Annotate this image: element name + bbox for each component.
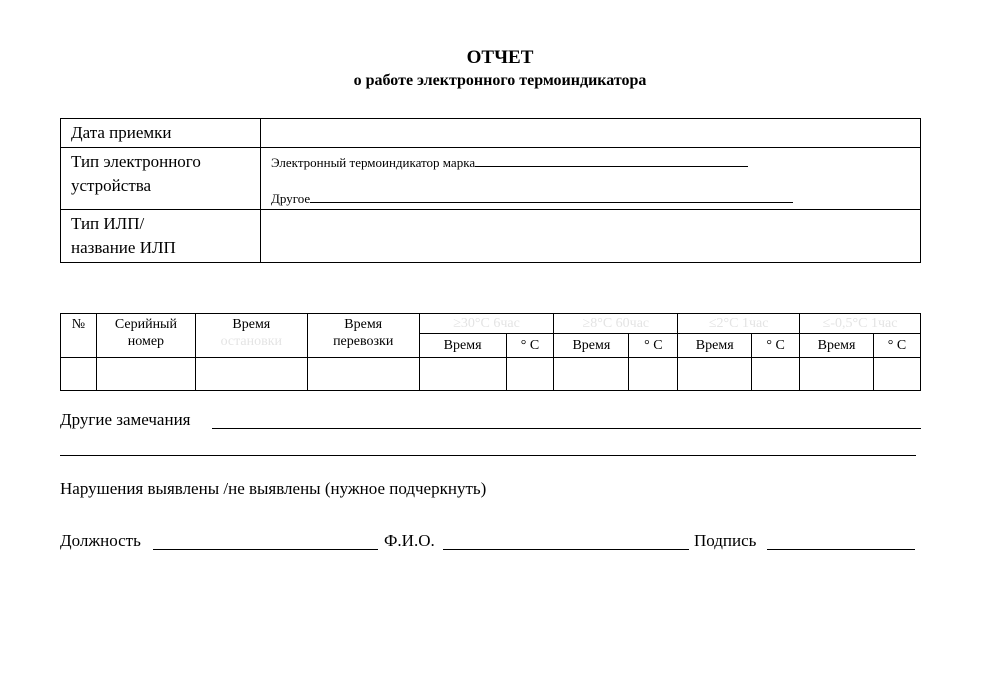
device-brand-input[interactable] (475, 152, 748, 167)
position-label: Должность (60, 531, 141, 550)
col-serial-line1: Серийный (114, 317, 177, 332)
ilp-label-line2: название ИЛП (71, 238, 176, 257)
device-other-text: Другое (271, 191, 311, 206)
cell-deg[interactable] (874, 358, 921, 391)
sub-deg-header: ° С (874, 334, 921, 358)
device-type-field (261, 148, 921, 210)
col-transport-time-header (307, 314, 419, 358)
name-label: Ф.И.О. (384, 531, 435, 550)
date-label: Дата приемки (61, 119, 261, 148)
sub-time-header: Время (419, 334, 506, 358)
date-field[interactable] (261, 119, 921, 148)
signature-line[interactable] (767, 549, 915, 550)
ilp-label-line1: Тип ИЛП/ (71, 214, 145, 233)
device-type-label-line2: устройства (71, 176, 152, 195)
sub-time-header: Время (800, 334, 874, 358)
info-table (60, 118, 921, 263)
cell-stop-time[interactable] (195, 358, 307, 391)
cell-serial[interactable] (96, 358, 195, 391)
violations-text: Нарушения выявлены /не выявлены (нужное подчеркнуть) (60, 479, 487, 498)
cell-transport-time[interactable] (307, 358, 419, 391)
col-transport-line1: Время (344, 317, 383, 332)
position-line[interactable] (153, 549, 378, 550)
col-stop-line2: остановки (220, 334, 283, 349)
cell-time[interactable] (678, 358, 752, 391)
remarks-line-1[interactable] (212, 428, 921, 429)
sub-deg-header: ° С (506, 334, 554, 358)
remarks-line-2[interactable] (60, 455, 916, 456)
group-header-1: ≥30°С 6час (419, 314, 554, 334)
group-header-2: ≥8°С 60час (554, 314, 678, 334)
device-type-label (61, 148, 261, 210)
col-stop-time-header (195, 314, 307, 358)
col-transport-line2: перевозки (333, 334, 394, 349)
ilp-label (61, 210, 261, 263)
group-header-3: ≤2°С 1час (678, 314, 800, 334)
sub-time-header: Время (678, 334, 752, 358)
sub-deg-header: ° С (752, 334, 800, 358)
cell-number[interactable] (61, 358, 97, 391)
device-other-input[interactable] (310, 188, 793, 203)
device-type-label-line1: Тип электронного (71, 152, 201, 171)
table-row (61, 358, 921, 391)
col-serial-header (96, 314, 195, 358)
cell-deg[interactable] (506, 358, 554, 391)
name-line[interactable] (443, 549, 689, 550)
cell-deg[interactable] (752, 358, 800, 391)
report-subtitle: о работе электронного термоиндикатора (353, 72, 647, 89)
device-brand-text: Электронный термоиндикатор марка (271, 155, 476, 170)
sub-deg-header: ° С (629, 334, 678, 358)
ilp-field[interactable] (261, 210, 921, 263)
cell-time[interactable] (419, 358, 506, 391)
col-serial-line2: номер (127, 334, 165, 349)
remarks-label: Другие замечания (60, 410, 191, 429)
sub-time-header: Время (554, 334, 629, 358)
group-header-4: ≤-0,5°С 1час (800, 314, 921, 334)
signature-label: Подпись (694, 531, 757, 550)
report-title: ОТЧЕТ (466, 47, 534, 68)
col-stop-line1: Время (232, 317, 271, 332)
temperature-table (60, 313, 921, 391)
cell-deg[interactable] (629, 358, 678, 391)
cell-time[interactable] (800, 358, 874, 391)
col-number-header: № (61, 314, 97, 358)
cell-time[interactable] (554, 358, 629, 391)
